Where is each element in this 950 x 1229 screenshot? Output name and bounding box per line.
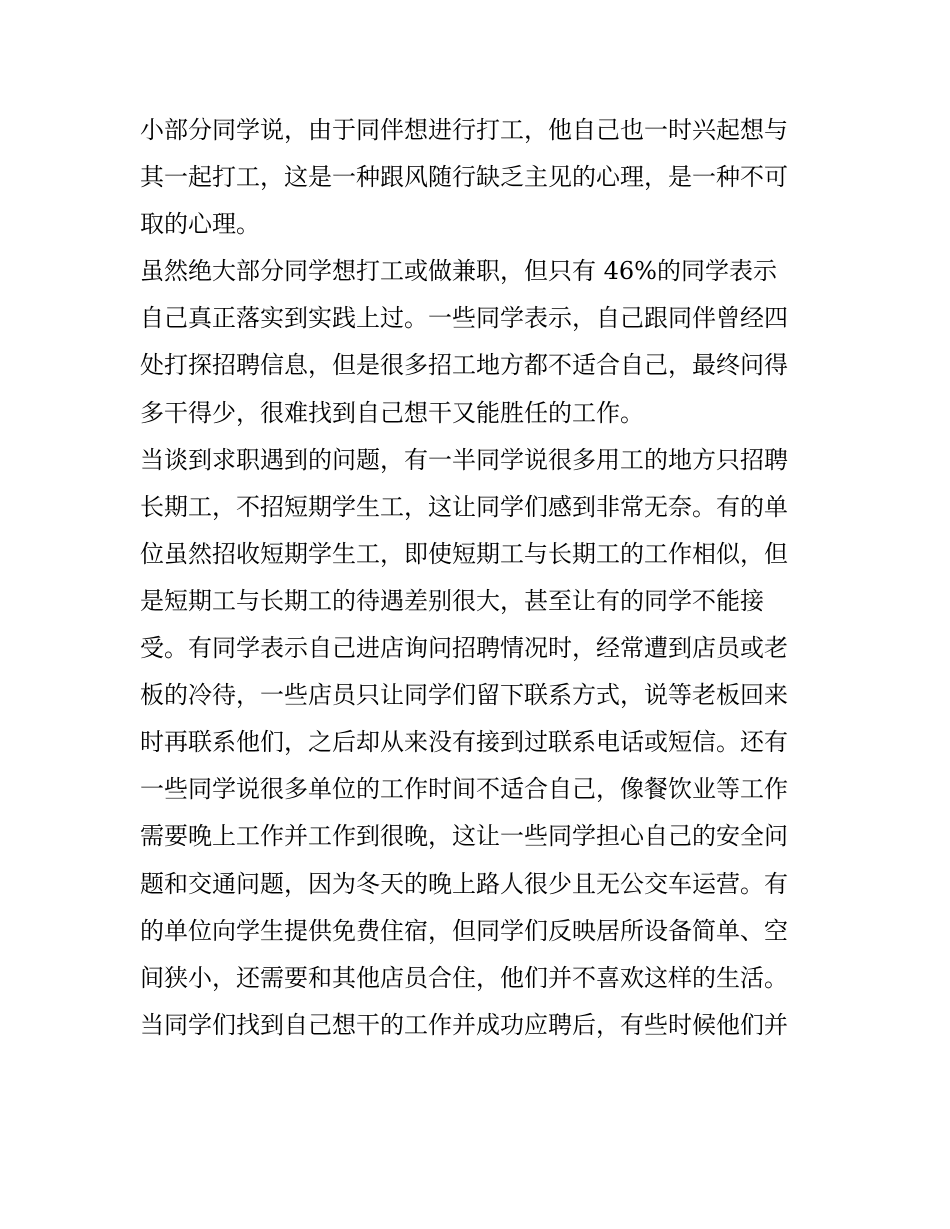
text-line: 位虽然招收短期学生工，即使短期工与长期工的工作相似，但 xyxy=(140,539,788,568)
text-line: 处打探招聘信息，但是很多招工地方都不适合自己，最终问得 xyxy=(140,351,788,380)
text-line: 是短期工与长期工的待遇差别很大，甚至让有的同学不能接 xyxy=(140,586,764,615)
text-line: 受。有同学表示自己进店询问招聘情况时，经常遭到店员或老 xyxy=(140,634,788,663)
text-line: 题和交通问题，因为冬天的晚上路人很少且无公交车运营。有 xyxy=(140,869,788,898)
text-line: 虽然绝大部分同学想打工或做兼职，但只有 46%的同学表示 xyxy=(140,257,777,286)
text-line: 取的心理。 xyxy=(140,210,260,239)
text-line: 自己真正落实到实践上过。一些同学表示，自己跟同伴曾经四 xyxy=(140,304,788,333)
body-text xyxy=(140,107,830,1049)
text-line: 板的冷待，一些店员只让同学们留下联系方式，说等老板回来 xyxy=(140,681,788,710)
text-line: 需要晚上工作并工作到很晚，这让一些同学担心自己的安全问 xyxy=(140,822,788,851)
text-line: 当同学们找到自己想干的工作并成功应聘后，有些时候他们并 xyxy=(140,1010,788,1039)
text-line: 当谈到求职遇到的问题，有一半同学说很多用工的地方只招聘 xyxy=(140,445,788,474)
text-line: 长期工，不招短期学生工，这让同学们感到非常无奈。有的单 xyxy=(140,492,788,521)
text-line: 间狭小，还需要和其他店员合住，他们并不喜欢这样的生活。 xyxy=(140,963,788,992)
text-line: 多干得少，很难找到自己想干又能胜任的工作。 xyxy=(140,398,644,427)
text-line: 的单位向学生提供免费住宿，但同学们反映居所设备简单、空 xyxy=(140,916,788,945)
text-line: 小部分同学说，由于同伴想进行打工，他自己也一时兴起想与 xyxy=(140,116,788,144)
text-line: 时再联系他们，之后却从来没有接到过联系电话或短信。还有 xyxy=(140,728,788,757)
text-line: 一些同学说很多单位的工作时间不适合自己，像餐饮业等工作 xyxy=(140,775,788,804)
text-line: 其一起打工，这是一种跟风随行缺乏主见的心理，是一种不可 xyxy=(140,163,788,192)
